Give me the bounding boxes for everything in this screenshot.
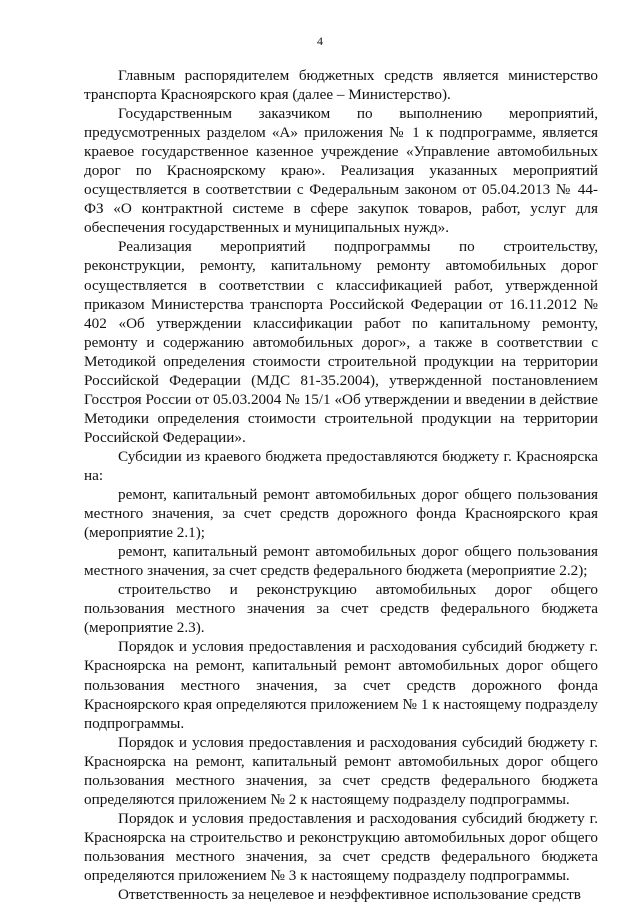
paragraph-measure-2-1: ремонт, капитальный ремонт автомобильных дорог общего пользования местного значения, за счет средств дорожного фонда Красноярского края (мероприятие 2.1);: [84, 486, 598, 542]
paragraph-measure-2-2: ремонт, капитальный ремонт автомобильных дорог общего пользования местного значения, за счет средств федерального бюджета (мероприятие 2.2);: [84, 543, 598, 580]
document-body: [84, 66, 598, 904]
paragraph-procedure-appendix-2: Порядок и условия предоставления и расходования субсидий бюджету г. Красноярска на ремонт, капитальный ремонт автомобильных дорог общего пользования местного значения, за счет средств федерального бюджета определяются приложением № 2 к настоящему подразделу подпрограммы.: [84, 733, 598, 808]
paragraph-procedure-appendix-1: Порядок и условия предоставления и расходования субсидий бюджету г. Красноярска на ремонт, капитальный ремонт автомобильных дорог общего пользования местного значения, за счет средств дорожного фонда Красноярского края определяются приложением № 1 к настоящему подразделу подпрограммы.: [84, 638, 598, 732]
paragraph-subsidies-intro: Субсидии из краевого бюджета предоставляются бюджету г. Красноярска на:: [84, 447, 598, 484]
paragraph-responsibility: Ответственность за нецелевое и неэффективное использование средств: [118, 886, 581, 904]
paragraph-state-customer: Государственным заказчиком по выполнению мероприятий, предусмотренных разделом «А» приложения № 1 к подпрограмме, является краевое государственное казенное учреждение «Управление автомобильных дорог по Красноярскому краю». Реализация указанных мероприятий осуществляется в соответствии с Федеральным законом от 05.04.2013 № 44-ФЗ «О контрактной системе в сфере закупок товаров, работ, услуг для обеспечения государственных и муниципальных нужд».: [84, 105, 598, 237]
paragraph-measure-2-3: строительство и реконструкцию автомобильных дорог общего пользования местного значения за счет средств федерального бюджета (мероприятие 2.3).: [84, 581, 598, 637]
paragraph-procedure-appendix-3: Порядок и условия предоставления и расходования субсидий бюджету г. Красноярска на строительство и реконструкцию автомобильных дорог общего пользования местного значения, за счет средств федерального бюджета определяются приложением № 3 к настоящему подразделу подпрограммы.: [84, 809, 598, 884]
page-number: 4: [317, 34, 323, 48]
paragraph-chief-administrator: Главным распорядителем бюджетных средств является министерство транспорта Красноярского края (далее – Министерство).: [84, 67, 598, 104]
paragraph-implementation: Реализация мероприятий подпрограммы по строительству, реконструкции, ремонту, капитальному ремонту автомобильных дорог осуществляется в соответствии с классификацией работ, утвержденной приказом Министерства транспорта Российской Федерации от 16.11.2012 № 402 «Об утверждении классификации работ по капитальному ремонту, ремонту и содержанию автомобильных дорог», а также в соответствии с Методикой определения стоимости строительной продукции на территории Российской Федерации (МДС 81-35.2004), утвержденной постановлением Госстроя России от 05.03.2004 № 15/1 «Об утверждении и введении в действие Методики определения стоимости строительной продукции на территории Российской Федерации».: [84, 238, 598, 446]
